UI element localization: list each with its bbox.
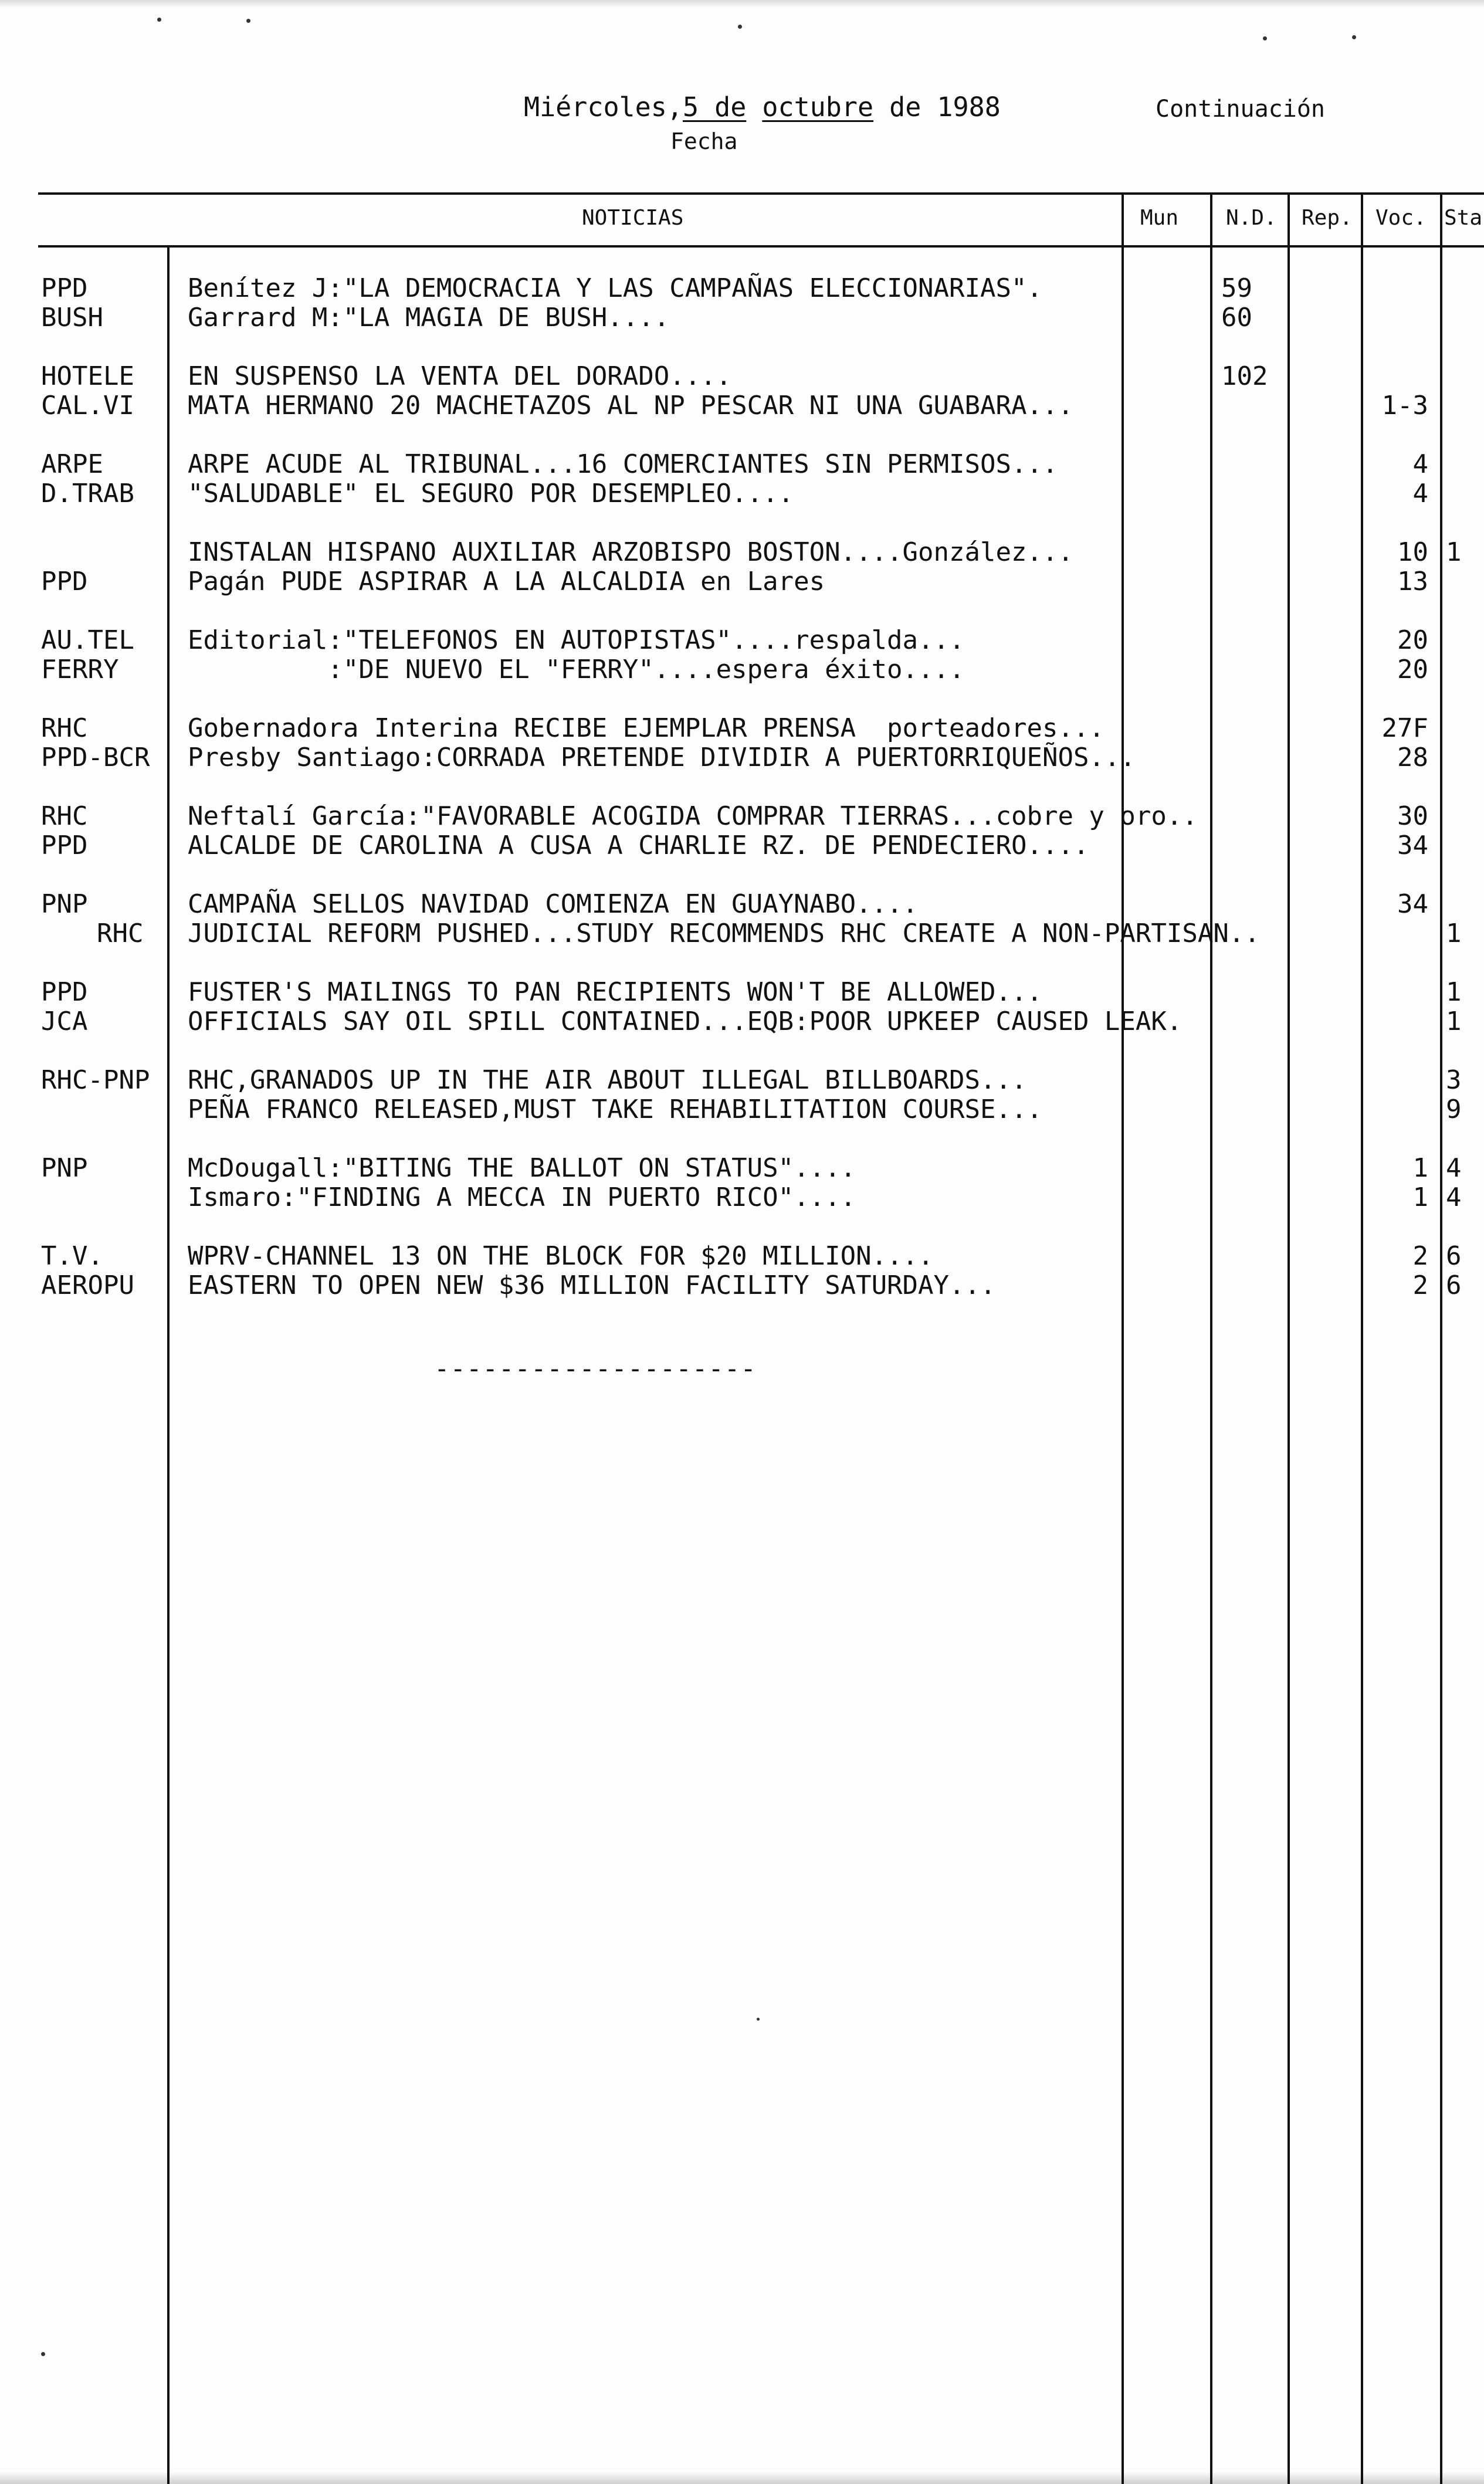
row-headline: Ismaro:"FINDING A MECCA IN PUERTO RICO".... — [188, 1182, 856, 1212]
continuation-label: Continuación — [1156, 96, 1325, 123]
row-tag: PNP — [41, 1153, 88, 1183]
scan-speck — [1263, 36, 1267, 40]
row-sta: 9 — [1446, 1094, 1462, 1124]
row-voc: 1 — [1412, 1182, 1428, 1212]
column-divider-rep — [1288, 194, 1290, 2484]
row-headline: INSTALAN HISPANO AUXILIAR ARZOBISPO BOSTON....González... — [188, 537, 1073, 567]
row-voc: 2 — [1412, 1241, 1428, 1271]
row-tag: PPD — [41, 831, 88, 860]
scan-speck — [738, 25, 742, 29]
scan-speck — [246, 19, 250, 23]
column-divider-tag — [167, 246, 170, 2484]
date-weekday: Miércoles, — [524, 92, 683, 123]
row-voc: 10 — [1397, 537, 1428, 567]
row-headline: Gobernadora Interina RECIBE EJEMPLAR PRENSA porteadores... — [188, 713, 1104, 743]
column-divider-nd — [1210, 194, 1212, 2484]
row-headline: EN SUSPENSO LA VENTA DEL DORADO.... — [188, 361, 732, 391]
row-headline: Garrard M:"LA MAGIA DE BUSH.... — [188, 303, 670, 333]
row-headline: Presby Santiago:CORRADA PRETENDE DIVIDIR A PUERTORRIQUEÑOS... — [188, 743, 1136, 772]
row-headline: MATA HERMANO 20 MACHETAZOS AL NP PESCAR NI UNA GUABARA... — [188, 391, 1073, 421]
row-voc: 1 — [1412, 1153, 1428, 1183]
end-of-list-rule: -------------------- — [434, 1354, 757, 1384]
row-tag: RHC — [41, 801, 88, 831]
row-headline: OFFICIALS SAY OIL SPILL CONTAINED...EQB:POOR UPKEEP CAUSED LEAK. — [188, 1007, 1183, 1036]
row-tag: BUSH — [41, 303, 103, 333]
row-voc: 28 — [1397, 743, 1428, 772]
column-header-voc: Voc. — [1375, 206, 1427, 230]
row-headline: Neftalí García:"FAVORABLE ACOGIDA COMPRAR TIERRAS...cobre y oro.. — [188, 801, 1198, 831]
row-tag: ARPE — [41, 449, 103, 479]
column-header-nd: N.D. — [1226, 206, 1277, 230]
row-voc: 34 — [1397, 831, 1428, 860]
row-tag: JCA — [41, 1007, 88, 1036]
scan-edge-top — [0, 0, 1484, 8]
column-header-mun: Mun — [1140, 206, 1179, 230]
date-label: Fecha — [670, 128, 738, 154]
row-headline: PEÑA FRANCO RELEASED,MUST TAKE REHABILITATION COURSE... — [188, 1094, 1042, 1124]
table-top-rule — [38, 192, 1484, 195]
row-tag: HOTELE — [41, 361, 134, 391]
row-sta: 1 — [1446, 919, 1462, 948]
row-tag: T.V. — [41, 1241, 103, 1271]
row-voc: 4 — [1412, 449, 1428, 479]
row-headline: ALCALDE DE CAROLINA A CUSA A CHARLIE RZ. DE PENDECIERO.... — [188, 831, 1089, 860]
row-voc: 27F — [1381, 713, 1428, 743]
row-sta: 4 — [1446, 1182, 1462, 1212]
row-headline: WPRV-CHANNEL 13 ON THE BLOCK FOR $20 MILLION.... — [188, 1241, 934, 1271]
row-tag: PPD — [41, 567, 88, 597]
row-tag: PNP — [41, 889, 88, 919]
row-tag: PPD — [41, 273, 88, 303]
row-headline: RHC,GRANADOS UP IN THE AIR ABOUT ILLEGAL BILLBOARDS... — [188, 1065, 1027, 1095]
date-line — [524, 92, 1001, 123]
row-headline: Editorial:"TELEFONOS EN AUTOPISTAS"....respalda... — [188, 625, 965, 655]
row-sta: 1 — [1446, 1007, 1462, 1036]
row-tag: CAL.VI — [41, 391, 134, 421]
column-header-noticias: NOTICIAS — [582, 206, 684, 230]
row-sta: 3 — [1446, 1065, 1462, 1095]
date-year: de 1988 — [889, 92, 1001, 123]
row-sta: 6 — [1446, 1241, 1462, 1271]
row-voc: 34 — [1397, 889, 1428, 919]
row-tag: AEROPU — [41, 1270, 134, 1300]
row-headline: Benítez J:"LA DEMOCRACIA Y LAS CAMPAÑAS ELECCIONARIAS". — [188, 273, 1042, 303]
row-nd: 60 — [1221, 303, 1252, 333]
column-header-sta: Sta — [1444, 206, 1483, 230]
row-headline: JUDICIAL REFORM PUSHED...STUDY RECOMMENDS RHC CREATE A NON-PARTISAN.. — [188, 919, 1260, 948]
row-tag: PPD — [41, 977, 88, 1007]
row-voc: 20 — [1397, 655, 1428, 684]
row-sta: 6 — [1446, 1270, 1462, 1300]
date-day: 5 de — [682, 92, 747, 123]
column-divider-mun — [1122, 194, 1124, 2484]
row-headline: "SALUDABLE" EL SEGURO POR DESEMPLEO.... — [188, 479, 794, 509]
row-voc: 13 — [1397, 567, 1428, 597]
row-nd: 59 — [1221, 273, 1252, 303]
row-headline: :"DE NUEVO EL "FERRY"....espera éxito.... — [188, 655, 965, 684]
scan-edge-bottom — [0, 2471, 1484, 2484]
row-headline: ARPE ACUDE AL TRIBUNAL...16 COMERCIANTES SIN PERMISOS... — [188, 449, 1058, 479]
row-sta: 1 — [1446, 537, 1462, 567]
row-tag: PPD-BCR — [41, 743, 150, 772]
row-tag: AU.TEL — [41, 625, 134, 655]
row-tag: RHC — [41, 713, 88, 743]
row-tag: RHC — [97, 919, 144, 948]
row-headline: EASTERN TO OPEN NEW $36 MILLION FACILITY SATURDAY... — [188, 1270, 996, 1300]
row-nd: 102 — [1221, 361, 1268, 391]
row-voc: 1-3 — [1381, 391, 1428, 421]
column-divider-voc — [1361, 194, 1363, 2484]
scan-speck — [157, 18, 161, 22]
scan-speck — [41, 2352, 45, 2356]
row-headline: FUSTER'S MAILINGS TO PAN RECIPIENTS WON'T BE ALLOWED... — [188, 977, 1042, 1007]
row-sta: 1 — [1446, 977, 1462, 1007]
row-voc: 30 — [1397, 801, 1428, 831]
column-header-rep: Rep. — [1302, 206, 1353, 230]
row-headline: McDougall:"BITING THE BALLOT ON STATUS".... — [188, 1153, 856, 1183]
column-divider-sta — [1440, 194, 1442, 2484]
scan-speck — [1352, 35, 1356, 39]
row-voc: 4 — [1412, 479, 1428, 509]
row-tag: RHC-PNP — [41, 1065, 150, 1095]
row-sta: 4 — [1446, 1153, 1462, 1183]
row-tag: FERRY — [41, 655, 119, 684]
row-headline: CAMPAÑA SELLOS NAVIDAD COMIENZA EN GUAYNABO.... — [188, 889, 919, 919]
table-header-rule — [38, 245, 1484, 248]
row-voc: 20 — [1397, 625, 1428, 655]
row-voc: 2 — [1412, 1270, 1428, 1300]
row-tag: D.TRAB — [41, 479, 134, 509]
date-month: octubre — [762, 92, 874, 123]
scan-speck — [757, 2018, 760, 2021]
row-headline: Pagán PUDE ASPIRAR A LA ALCALDIA en Lares — [188, 567, 825, 597]
